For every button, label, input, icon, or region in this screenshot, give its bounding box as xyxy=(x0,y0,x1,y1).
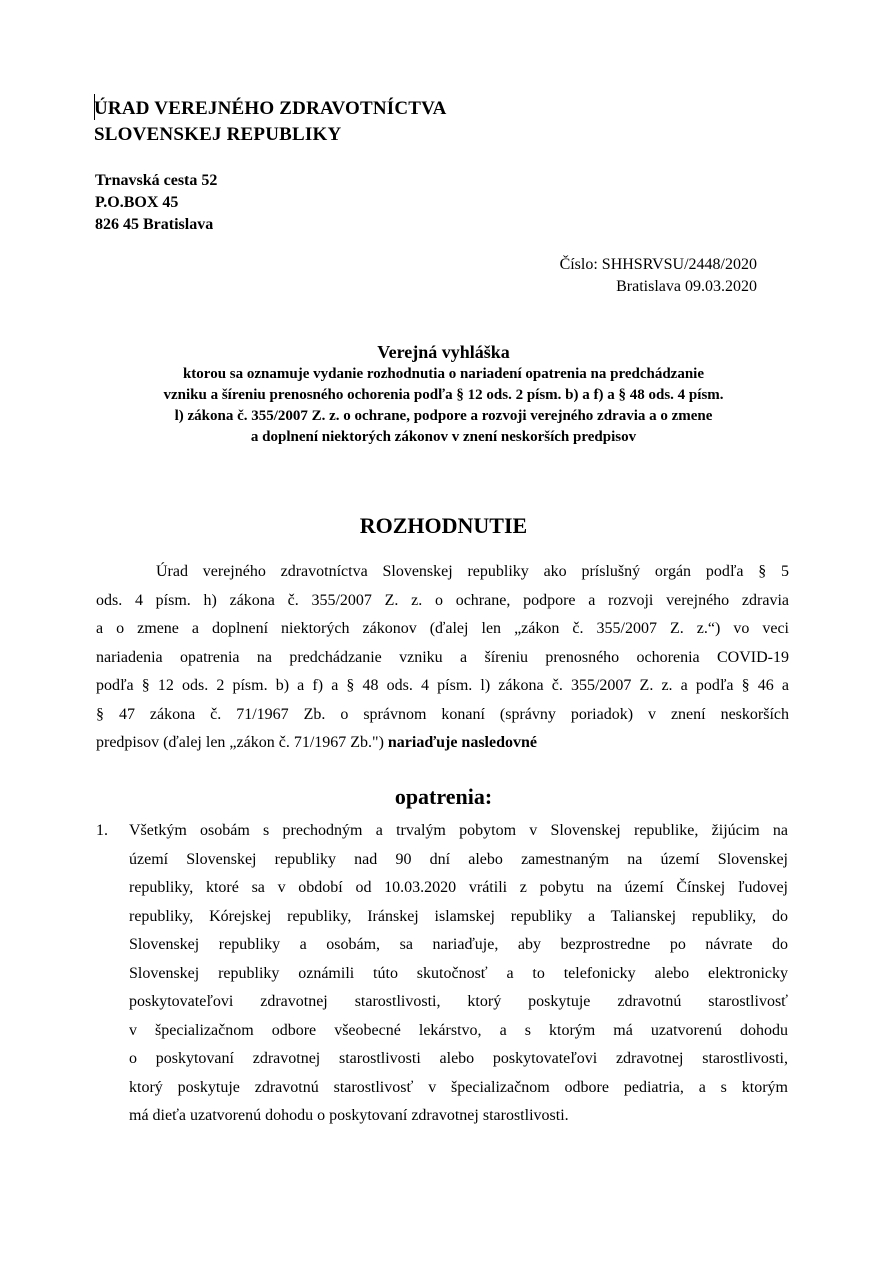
measure-line: má dieťa uzatvorenú dohodu o poskytovaní zdravotnej starostlivosti. xyxy=(129,1107,569,1124)
address-line: 826 45 Bratislava xyxy=(95,216,214,233)
body-last-text: predpisov (ďalej len „zákon č. 71/1967 Zb.") xyxy=(96,734,384,751)
body-line: a o zmene a doplnení niektorých zákonov (ďalej len „zákon č. 355/2007 Z. z.“) vo veci xyxy=(96,620,789,637)
notice-title: Verejná vyhláška xyxy=(377,342,510,362)
body-line: nariadenia opatrenia na predchádzanie vzniku a šíreniu prenosného ochorenia COVID-19 xyxy=(96,648,789,666)
measure-line: v špecializačnom odbore všeobecné lekárstvo, a s ktorým má uzatvorenú dohodu xyxy=(129,1021,788,1039)
measure-item-text xyxy=(129,817,788,1131)
issuing-authority xyxy=(94,96,447,148)
decision-body xyxy=(96,558,789,758)
measure-line: území Slovenskej republiky nad 90 dní alebo zamestnaným na území Slovenskej xyxy=(129,850,788,868)
body-line: Úrad verejného zdravotníctva Slovenskej republiky ako príslušný orgán podľa § 5 xyxy=(156,563,789,580)
decision-title: ROZHODNUTIE xyxy=(359,513,528,538)
measures-title: opatrenia: xyxy=(394,784,493,809)
body-line: § 47 zákona č. 71/1967 Zb. o správnom konaní (správny poriadok) v znení neskorších xyxy=(96,705,789,723)
notice-subtitle-line: ktorou sa oznamuje vydanie rozhodnutia o nariadení opatrenia na predchádzanie xyxy=(182,366,705,382)
measure-line: republiky, ktoré sa v období od 10.03.2020 vrátili z pobytu na území Čínskej ľudovej xyxy=(129,879,788,896)
address-line: Trnavská cesta 52 xyxy=(95,172,218,189)
measure-line: poskytovateľovi zdravotnej starostlivosti, ktorý poskytuje zdravotnú starostlivosť xyxy=(129,993,788,1010)
address-line: P.O.BOX 45 xyxy=(95,194,179,211)
reference-block xyxy=(560,254,757,298)
measure-line: o poskytovaní zdravotnej starostlivosti alebo poskytovateľovi zdravotnej starostlivosti, xyxy=(129,1050,788,1067)
measure-line: Všetkým osobám s prechodným a trvalým pobytom v Slovenskej republike, žijúcim na xyxy=(129,822,788,839)
measure-line: Slovenskej republiky oznámili túto skutočnosť a to telefonicky alebo elektronicky xyxy=(129,964,788,982)
notice-subtitle-line: a doplnení niektorých zákonov v znení neskorších predpisov xyxy=(250,429,637,445)
notice-subtitle-line: l) zákona č. 355/2007 Z. z. o ochrane, podpore a rozvoji verejného zdravia a o zmene xyxy=(174,408,713,424)
measure-line: Slovenskej republiky a osobám, sa nariaďuje, aby bezprostredne po návrate do xyxy=(129,936,788,953)
measure-line: republiky, Kórejskej republiky, Iránskej islamskej republiky a Talianskej republiky, do xyxy=(129,907,788,925)
body-line: ods. 4 písm. h) zákona č. 355/2007 Z. z. o ochrane, podpore a rozvoji verejného zdravia xyxy=(96,591,789,609)
notice-subtitle xyxy=(90,364,797,448)
place-date: Bratislava 09.03.2020 xyxy=(616,278,757,295)
body-last-bold: nariaďuje nasledovné xyxy=(383,734,537,751)
notice-subtitle-line: vzniku a šíreniu prenosného ochorenia podľa § 12 ods. 2 písm. b) a f) a § 48 ods. 4 písm. xyxy=(163,387,724,403)
measure-line: ktorý poskytuje zdravotnú starostlivosť v špecializačnom odbore pediatria, a s ktorým xyxy=(129,1078,788,1096)
measure-item-number: 1. xyxy=(96,822,108,839)
authority-address xyxy=(95,170,217,236)
body-line: podľa § 12 ods. 2 písm. b) a f) a § 48 ods. 4 písm. l) zákona č. 355/2007 Z. z. a podľa § 46 a xyxy=(96,677,789,694)
authority-line: ÚRAD VEREJNÉHO ZDRAVOTNÍCTVA xyxy=(94,98,447,119)
reference-number: Číslo: SHHSRVSU/2448/2020 xyxy=(559,256,757,273)
body-line-last xyxy=(96,729,789,758)
authority-line: SLOVENSKEJ REPUBLIKY xyxy=(94,124,342,145)
